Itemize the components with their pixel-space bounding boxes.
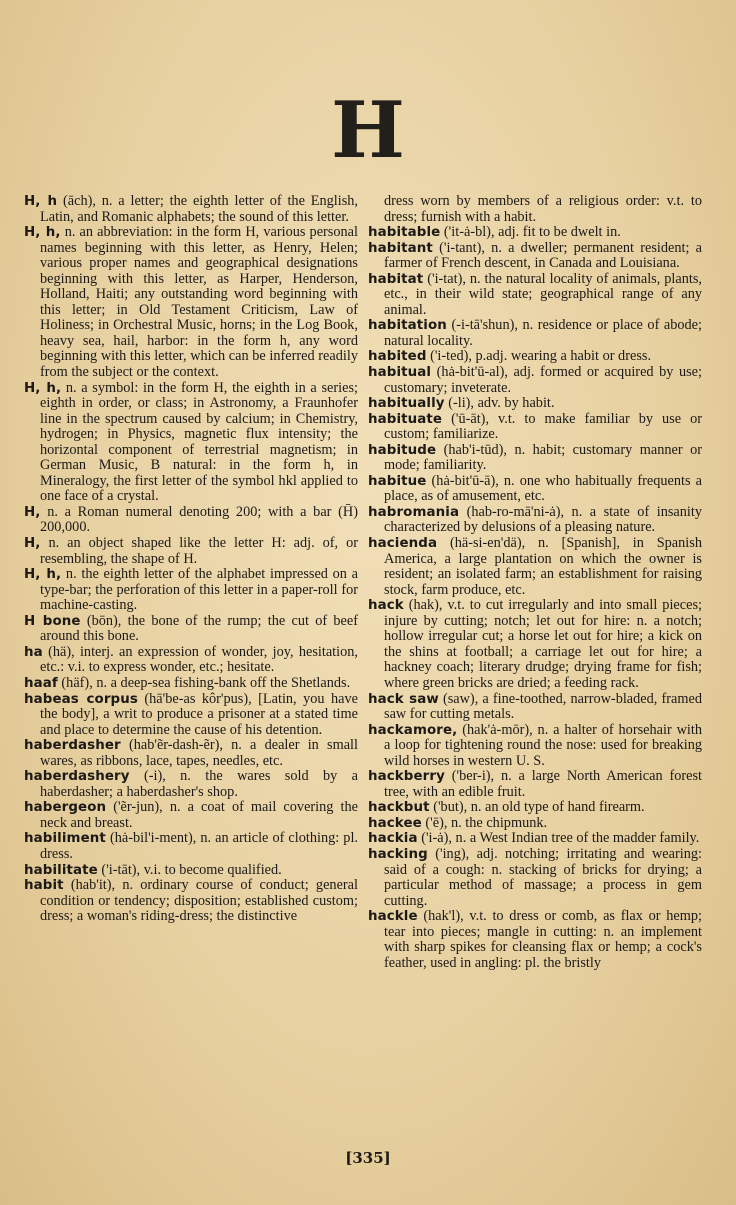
entry-headword: hacking (368, 846, 428, 862)
dictionary-entry (368, 598, 702, 691)
dictionary-entry (24, 831, 358, 862)
entry-headword: haberdashery (24, 769, 130, 785)
dictionary-entry (368, 769, 702, 800)
dictionary-entry (24, 800, 358, 831)
entry-headword: habit (24, 878, 64, 894)
dictionary-entry (368, 194, 702, 225)
dictionary-entry (24, 645, 358, 676)
dictionary-entry (368, 272, 702, 319)
entry-definition: (-i), n. the wares sold by a haberdasher; a haberdasher's shop. (40, 768, 358, 800)
left-column (24, 194, 358, 925)
entry-headword: ha (24, 644, 43, 660)
dictionary-entry (24, 505, 358, 536)
dictionary-entry (24, 614, 358, 645)
dictionary-entry (24, 676, 358, 692)
entry-definition: (-i-tā'shun), n. residence or place of abode; natural locality. (384, 317, 702, 349)
entry-definition: (hab-ro-mā'ni-ȧ), n. a state of insanity characterized by delusions of a pleasing nature. (384, 503, 702, 536)
entry-definition: ('i-ȧ), n. a West Indian tree of the madder family. (417, 830, 700, 847)
dictionary-entry (368, 349, 702, 365)
entry-definition: ('i-tāt), v.i. to become qualified. (97, 861, 282, 878)
entry-headword: H, h, (24, 380, 62, 396)
entry-definition: (hȧ-bit'ū-al), adj. formed or acquired by use; customary; inveterate. (384, 364, 702, 396)
entry-headword: haaf (24, 675, 58, 691)
entry-definition: (āch), n. a letter; the eighth letter of the English, Latin, and Romanic alphabets; the sound of this letter. (40, 193, 359, 225)
dictionary-entry (24, 692, 358, 739)
section-letter: H (331, 85, 405, 176)
dictionary-entry (368, 474, 702, 505)
entry-headword: habergeon (24, 800, 107, 816)
entry-definition: (hȧ-bit'ū-ā), n. one who habitually frequents a place, as of amusement, etc. (384, 472, 702, 505)
dictionary-entry (24, 769, 358, 800)
entry-definition: (hak'l), v.t. to dress or comb, as flax or hemp; tear into pieces; mangle in cutting: n. an implement with sharp spikes for cleansing flax or hemp; a cock's feather, used in angling: pl. the bristly (384, 908, 702, 971)
entry-headword: H, (24, 536, 41, 552)
dictionary-entry (368, 831, 702, 847)
entry-headword: hackle (368, 909, 418, 925)
entry-definition: ('but), n. an old type of hand firearm. (429, 799, 645, 816)
entry-headword: habitual (368, 365, 432, 381)
entry-definition: (-li), adv. by habit. (444, 395, 555, 412)
entry-headword: habitude (368, 442, 437, 458)
entry-definition: (hak'ȧ-mōr), n. a halter of horsehair with a loop for tightening round the nose: used for breaking wild horses in western U. S. (384, 721, 702, 769)
dictionary-entry (24, 194, 358, 225)
entry-definition: ('i-tat), n. the natural locality of animals, plants, etc., in their wild state; geographical range of any animal. (384, 270, 702, 318)
dictionary-entry (368, 505, 702, 536)
entry-headword: H, h (24, 194, 58, 209)
entry-definition: ('ẽr-jun), n. a coat of mail covering the neck and breast. (40, 799, 358, 831)
entry-definition: (hak), v.t. to cut irregularly and into small pieces; injure by cutting; notch; let out for hire: n. a notch; hollow irregular cut; a horse let out for hire; a kick on the shins at football; a carriage let out for hire; a hackney coach; literary drudge; drying frame for fish; where green bricks are dried; a feeding rack. (384, 597, 702, 691)
entry-definition: ('ber-i), n. a large North American forest tree, with an edible fruit. (384, 768, 702, 800)
dictionary-entry (368, 225, 702, 241)
entry-headword: hacienda (368, 536, 438, 552)
entry-definition: (bōn), the bone of the rump; the cut of beef around this bone. (40, 612, 358, 645)
dictionary-entry (368, 909, 702, 971)
dictionary-entry (368, 365, 702, 396)
entry-headword: habromania (368, 504, 460, 520)
entry-definition: (häf), n. a deep-sea fishing-bank off the Shetlands. (57, 674, 351, 691)
entry-definition: n. a Roman numeral denoting 200; with a bar (H̄) 200,000. (40, 503, 358, 536)
entry-definition: (hä-si-en'dä), n. [Spanish], in Spanish America, a large plantation on which the owner is resident; an isolated farm; an establishment for raising stock, farm produce, etc. (384, 535, 702, 598)
entry-definition: ('ing), adj. notching; irritating and wearing: said of a cough: n. stacking of bricks for drying; a particular method of massage; a process in gem cutting. (384, 845, 702, 909)
entry-headword: hackbut (368, 800, 430, 816)
entry-definition: (hab'i-tūd), n. habit; customary manner or mode; familiarity. (384, 441, 702, 474)
entry-headword: hackia (368, 831, 418, 847)
entry-headword: haberdasher (24, 738, 121, 754)
dictionary-entry (24, 878, 358, 925)
dictionary-entry (368, 241, 702, 272)
entry-headword: habituate (368, 411, 443, 427)
dictionary-entry (24, 225, 358, 380)
entry-headword: hackamore, (368, 722, 458, 738)
dictionary-entry (368, 318, 702, 349)
page-number: [335] (345, 1149, 391, 1167)
entry-headword: habeas corpus (24, 691, 138, 707)
entry-definition: n. an object shaped like the letter H: adj. of, or resembling, the shape of H. (40, 535, 358, 567)
dictionary-entry (368, 816, 702, 832)
dictionary-entry (24, 381, 358, 505)
dictionary-entry (368, 847, 702, 909)
entry-headword: H, h, (24, 225, 61, 241)
entry-headword: habited (368, 349, 427, 365)
right-column (368, 194, 702, 971)
entry-definition: (hab'it), n. ordinary course of conduct; general condition or tendency; disposition; established custom; dress; a woman's riding-dress; the distinctive (40, 877, 358, 925)
dictionary-entry (24, 863, 358, 879)
entry-headword: habitation (368, 318, 447, 334)
entry-headword: habilitate (24, 862, 98, 878)
entry-headword: habitat (368, 271, 424, 287)
entry-definition: ('it-ȧ-bl), adj. fit to be dwelt in. (440, 224, 621, 241)
dictionary-entry (368, 800, 702, 816)
entry-headword: habitant (368, 240, 433, 256)
entry-headword: hack (368, 598, 404, 614)
entry-headword: hack saw (368, 691, 439, 707)
entry-headword: hackee (368, 815, 422, 831)
entry-headword: habitable (368, 225, 441, 241)
entry-definition: (saw), a fine-toothed, narrow-bladed, framed saw for cutting metals. (384, 690, 702, 723)
entry-definition: n. a symbol: in the form H, the eighth in a series; eighth in order, or class; in Astronomy, a Fraunhofer line in the spectrum caused by calcium; in Chemistry, hydrogen; in Physics, magnetic flux intensity; the horizontal component of terrestrial magnetism; in German Music, B natural: in the form h, in Mineralogy, the first letter of the symbol hkl applied to one face of a crystal. (40, 379, 358, 505)
dictionary-entry (24, 738, 358, 769)
entry-headword: H, h, (24, 567, 62, 583)
entry-headword: habitue (368, 473, 427, 489)
dictionary-entry (368, 396, 702, 412)
entry-headword: habiliment (24, 831, 106, 847)
entry-definition: ('ē), n. the chipmunk. (421, 814, 548, 831)
entry-definition: (hȧ-bil'i-ment), n. an article of clothing: pl. dress. (40, 830, 358, 862)
entry-headword: H, (24, 504, 41, 520)
entry-definition: ('i-tant), n. a dweller; permanent resident; a farmer of French descent, in Canada and Louisiana. (384, 239, 702, 272)
entry-definition: n. an abbreviation: in the form H, various personal names beginning with this letter, as Henry, Helen; various proper names and geographical designations beginning with this letter, as Harper, Henderson, Holland, Haiti; any outstanding word beginning with this letter; in Old Testament Criticism, Law of Holiness; in Orchestral Music, horns; in the Log Book, heavy sea, hail, harbor: in the form h, any word beginning with this letter, which can be inferred readily from the subject or the context. (40, 224, 358, 381)
entry-headword: hackberry (368, 769, 445, 785)
entry-headword: H bone (24, 613, 81, 629)
dictionary-entry (368, 443, 702, 474)
entry-definition: (hab'ẽr-dash-ẽr), n. a dealer in small wares, as ribbons, lace, tapes, needles, etc. (40, 737, 358, 769)
entry-definition: n. the eighth letter of the alphabet impressed on a type-bar; the perforation of this letter in a paper-roll for machine-casting. (40, 566, 359, 614)
entry-definition: ('ū-āt), v.t. to make familiar by use or custom; familiarize. (384, 410, 702, 443)
entry-definition: dress worn by members of a religious order: v.t. to dress; furnish with a habit. (384, 193, 702, 225)
entry-definition: (hä), interj. an expression of wonder, joy, hesitation, etc.: v.i. to express wonder, etc.; hesitate. (40, 643, 358, 676)
entry-definition: (hā'be-as kôr'pus), [Latin, you have the body], a writ to produce a prisoner at a stated time and place to determine the cause of his detention. (40, 690, 358, 738)
dictionary-entry (368, 412, 702, 443)
entry-definition: ('i-ted), p.adj. wearing a habit or dress. (426, 348, 652, 365)
dictionary-entry (368, 723, 702, 770)
entry-headword: habitually (368, 396, 445, 412)
dictionary-entry (368, 692, 702, 723)
dictionary-entry (368, 536, 702, 598)
dictionary-entry (24, 536, 358, 567)
dictionary-entry (24, 567, 358, 614)
